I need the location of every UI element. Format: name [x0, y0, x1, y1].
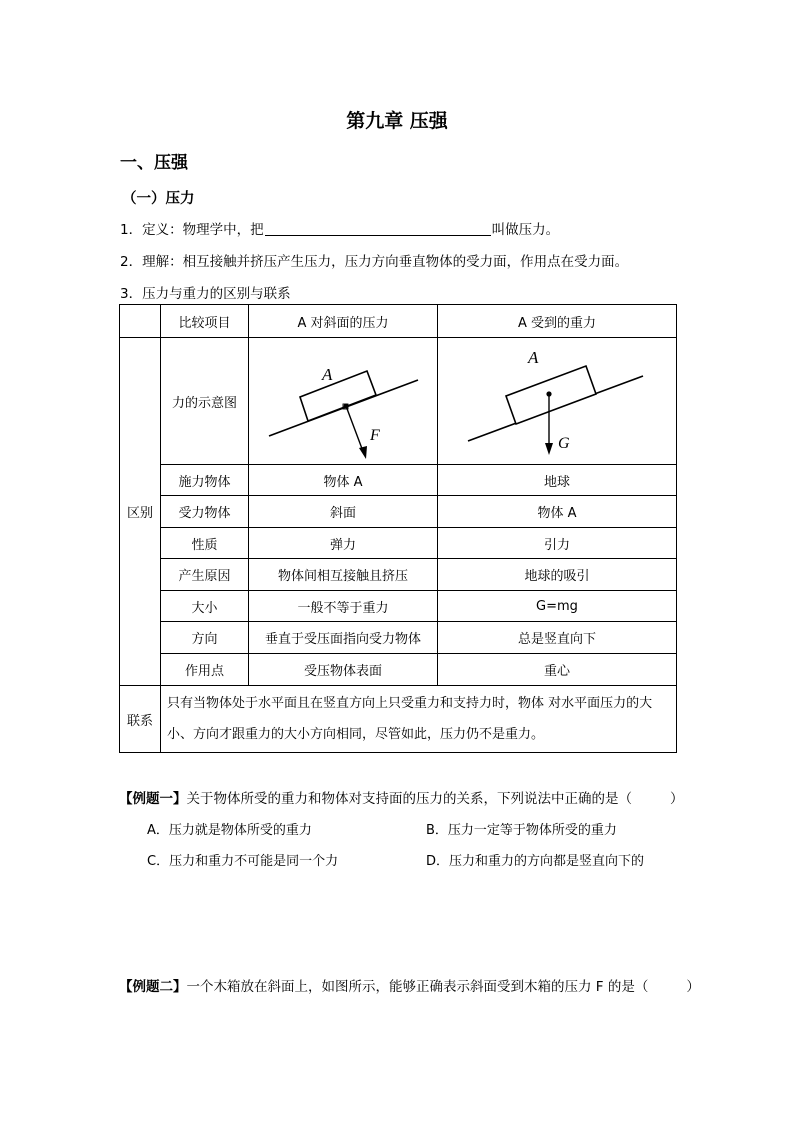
- example1-question: [119, 787, 684, 807]
- gravity-force-diagram: [438, 338, 677, 464]
- table-header-pressure: A 对斜面的压力: [249, 305, 438, 338]
- link-text: 只有当物体处于水平面且在竖直方向上只受重力和支持力时，物体 对水平面压力的大小、方向才跟重力的大小方向相同，尽管如此，压力仍不是重力。: [161, 686, 677, 753]
- table-cell-pressure: 弹力: [249, 528, 438, 559]
- example1-tag: 【例题一】: [119, 791, 187, 807]
- pressure-force-diagram: [249, 338, 438, 464]
- table-cell-pressure: 受压物体表面: [249, 654, 438, 686]
- table-row-label: 方向: [161, 622, 249, 654]
- force-f-label: F: [370, 427, 380, 444]
- table-cell-pressure: 斜面: [249, 496, 438, 528]
- table-row-label: 施力物体: [161, 465, 249, 496]
- option-d: D．压力和重力的方向都是竖直向下的: [426, 854, 645, 869]
- example2-close: ）: [686, 979, 700, 995]
- force-f-arrow: [346, 406, 364, 454]
- example2-question: [119, 975, 700, 995]
- table-row: [120, 591, 677, 622]
- comparison-heading: 3．压力与重力的区别与联系: [120, 286, 291, 302]
- table-cell-gravity: 地球: [438, 465, 677, 496]
- option-a: A．压力就是物体所受的重力: [147, 823, 312, 838]
- table-cell-gravity: 物体 A: [438, 496, 677, 528]
- block-a-label: A: [322, 365, 333, 384]
- table-row-diagram: [120, 338, 677, 465]
- table-row-label: 作用点: [161, 654, 249, 686]
- table-header-row: [120, 305, 677, 338]
- block-a-label: A: [528, 348, 539, 367]
- definition-suffix: 叫做压力。: [491, 222, 560, 238]
- page-title: 第九章 压强: [346, 110, 448, 132]
- difference-group-label: 区别: [120, 338, 161, 686]
- subsection-heading: （一）压力: [122, 191, 195, 207]
- table-cell-pressure: 一般不等于重力: [249, 591, 438, 622]
- table-row-label: 产生原因: [161, 559, 249, 591]
- table-cell-gravity: 引力: [438, 528, 677, 559]
- table-row: [120, 622, 677, 654]
- comparison-table: [119, 304, 677, 753]
- block-a: [300, 371, 376, 421]
- table-row-label: 性质: [161, 528, 249, 559]
- table-header-empty: [120, 305, 161, 338]
- table-row-label: 大小: [161, 591, 249, 622]
- force-f-arrowhead: [359, 446, 367, 459]
- force-g-label: G: [558, 435, 570, 452]
- force-g-arrowhead: [545, 443, 553, 455]
- example2-text: 一个木箱放在斜面上，如图所示，能够正确表示斜面受到木箱的压力 F 的是（: [186, 979, 649, 995]
- table-row: [120, 528, 677, 559]
- definition-line: [120, 218, 559, 238]
- example1-text: 关于物体所受的重力和物体对支持面的压力的关系，下列说法中正确的是（: [186, 791, 632, 807]
- fill-in-blank[interactable]: [265, 221, 491, 236]
- table-row-link: [120, 686, 677, 753]
- table-cell-gravity: 地球的吸引: [438, 559, 677, 591]
- table-row-label: 力的示意图: [161, 338, 249, 465]
- table-row: [120, 559, 677, 591]
- table-cell-pressure: 物体 A: [249, 465, 438, 496]
- table-cell-gravity: 重心: [438, 654, 677, 686]
- gravity-diagram-cell: [438, 338, 677, 465]
- table-row: [120, 654, 677, 686]
- pressure-diagram-cell: [249, 338, 438, 465]
- table-row: [120, 496, 677, 528]
- section-heading: 一、压强: [120, 153, 188, 173]
- table-row: [120, 465, 677, 496]
- understanding-line: 2．理解：相互接触并挤压产生压力，压力方向垂直物体的受力面，作用点在受力面。: [120, 254, 629, 270]
- link-label: 联系: [120, 686, 161, 753]
- table-cell-pressure: 物体间相互接触且挤压: [249, 559, 438, 591]
- table-cell-pressure: 垂直于受压面指向受力物体: [249, 622, 438, 654]
- example1-close: ）: [670, 791, 684, 807]
- option-b: B．压力一定等于物体所受的重力: [426, 823, 617, 838]
- definition-prefix: 1．定义：物理学中，把: [120, 222, 264, 238]
- example2-tag: 【例题二】: [119, 979, 187, 995]
- table-header-item: 比较项目: [161, 305, 249, 338]
- option-c: C．压力和重力不可能是同一个力: [147, 854, 339, 869]
- table-header-gravity: A 受到的重力: [438, 305, 677, 338]
- table-cell-gravity: 总是竖直向下: [438, 622, 677, 654]
- table-row-label: 受力物体: [161, 496, 249, 528]
- table-cell-gravity: G=mg: [438, 591, 677, 622]
